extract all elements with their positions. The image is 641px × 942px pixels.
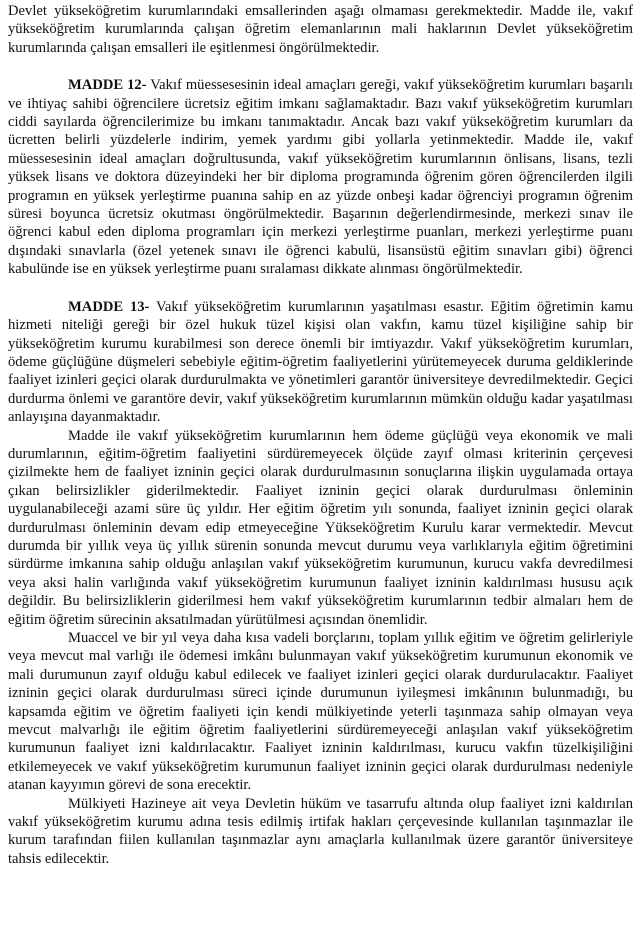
intro-paragraph: Devlet yükseköğretim kurumlarındaki emsallerinden aşağı olmaması gerekmektedir. Madde ile, vakıf yükseköğretim kurumlarında çalışan öğretim elemanlarının mali haklarının Devlet yükseköğretim kurumlarında çalışan emsalleri ile eşitlenmesi öngörülmektedir.	[8, 3, 633, 56]
body-paragraph: Mülkiyeti Hazineye ait veya Devletin hüküm ve tasarrufu altında olup faaliyet izni kaldırılan vakıf yükseköğretim kurumu adına tesis edilmiş irtifak hakları çerçevesinde kullanılan taşınmazlar ile kurum tarafından fiilen kullanılan taşınmazlar aynı amaçlarla kullanılmak üzere garantör üniversiteye tahsis edilecektir.	[8, 795, 633, 867]
madde-12-label: MADDE 12-	[68, 77, 147, 94]
madde-13-text: Vakıf yükseköğretim kurumlarının yaşatılması esastır. Eğitim öğretimin kamu hizmeti niteliği gereği bir özel hukuk tüzel kişisi olan vakfın, kamu tüzel kişiliğine sahip bir yükseköğretim kurumu kurabilmesi son derece önemli bir imtiyazdır. Vakıf yükseköğretim kurumları, ödeme güçlüğüne düşmeleri sebebiyle eğitim-öğretim faaliyetlerini yürütemeyecek duruma geldiklerinde faaliyet izinleri geçici olarak durdurulmakta ve yönetimleri garantör üniversiteye devredilmektedir. Geçici durdurma önlemi ve garantöre devir, vakıf yükseköğretim kurumlarının mümkün olduğu kadar yaşatılması anlayışına dayanmaktadır.	[8, 298, 633, 426]
body-paragraph: Muaccel ve bir yıl veya daha kısa vadeli borçlarını, toplam yıllık eğitim ve öğretim gelirleriyle veya mevcut mal varlığı ile ödemesi imkânı bulunmayan vakıf yükseköğretim kurumunun ekonomik ve mali durumunun zayıf olduğu kabul edilecek ve faaliyet izinleri geçici olarak durdurulacaktır. Faaliyet izninin geçici olarak durdurulması süreci içinde durumunun iyileşmesi imkânının bulunmadığı, bu kapsamda eğitim ve öğretim faaliyeti için kendi mülkiyetinde yeterli taşınmaza sahip olmayan veya mevcut malvarlığı ile eğitim öğretim faaliyetlerini sürdüremeyeceği anlaşılan vakıf yükseköğretim kurumunun faaliyet izni kaldırılacaktır. Faaliyet izninin kaldırılması, kurucu vakfın tüzelkişiliğini etkilemeyecek ve vakıf yükseköğretim kurumunun faaliyet izninin geçici olarak durdurulması nedeniyle atanan kayyımın görevi de sona erecektir.	[8, 630, 633, 794]
madde-13-paragraph	[8, 298, 633, 427]
madde-12-text: Vakıf müessesesinin ideal amaçları gereği, vakıf yükseköğretim kurumları başarılı ve ihtiyaç sahibi öğrencilere ücretsiz eğitim imkanı sağlamaktadır. Bazı vakıf yükseköğretim kurumları ciddi sayılarda öğrencilerimize bu imkanı tanımaktadır. Ancak bazı vakıf yükseköğretim kurumları da ücretten belirli yüzdelerle indirim, yemek yardımı gibi yollarla yetinmektedir. Madde ile, vakıf müessesesinin ideal amaçları doğrultusunda, vakıf yükseköğretim kurumlarının önlisans, lisans, tezli yüksek lisans ve doktora düzeyindeki her bir diploma programında öğrenim gören öğrencilerden ilgili programın en yüksek yerleştirme puanına sahip en az yüzde onbeşi kadar öğrenciyi programın öğrenim süresi boyunca ücretsiz okutması öngörülmektedir. Başarının değerlendirmesinde, merkezi sınav ile öğrenci kabul eden diploma programları için merkezi yerleştirme puanları, merkezi yerleştirme puanı dışındaki sınavlarla (özel yetenek sınavı ile öğrenci kabulü, lisansüstü eğitim sınavları gibi) öğrenci kabulünde ise en yüksek yerleştirme puanı sıralaması dikkate alınması öngörülmektedir.	[8, 77, 633, 278]
madde-12-paragraph	[8, 76, 633, 278]
body-paragraph: Madde ile vakıf yükseköğretim kurumlarının hem ödeme güçlüğü veya ekonomik ve mali durumlarının, eğitim-öğretim faaliyetini sürdüremeyecek ölçüde zayıf olması kriterinin çerçevesi çizilmekte hem de faaliyet izninin geçici olarak durdurulmasının sonuçlarına ilişkin uygulamada ortaya çıkan belirsizlikler giderilmektedir. Faaliyet izninin geçici olarak durdurulması önleminin uygulanabileceği azami süre üç yıldır. Her eğitim öğretim yılı sonunda, faaliyet izninin geçici olarak durdurulması önleminin devam edip etmeyeceğine Yükseköğretim Kurulu karar vermektedir. Mevcut durumda bir yıllık veya üç yıllık sürenin sonunda mevcut durumu veya varlıklarıyla eğitim öğretimini sürdürme imkanına sahip olduğu anlaşılan vakıf yükseköğretim kurumunun, kurucu vakfa devredilmesi veya aksi halin varlığında vakıf yükseköğretim kurumunun faaliyet izninin kaldırılması hususu açık değildir. Bu belirsizliklerin giderilmesi hem vakıf yükseköğretim kurumlarının tedbir almaları hem de eğitim öğretim sürecinin aksatılmadan yürütülmesi açısından önemlidir.	[8, 427, 633, 628]
madde-13-label: MADDE 13-	[68, 298, 150, 315]
